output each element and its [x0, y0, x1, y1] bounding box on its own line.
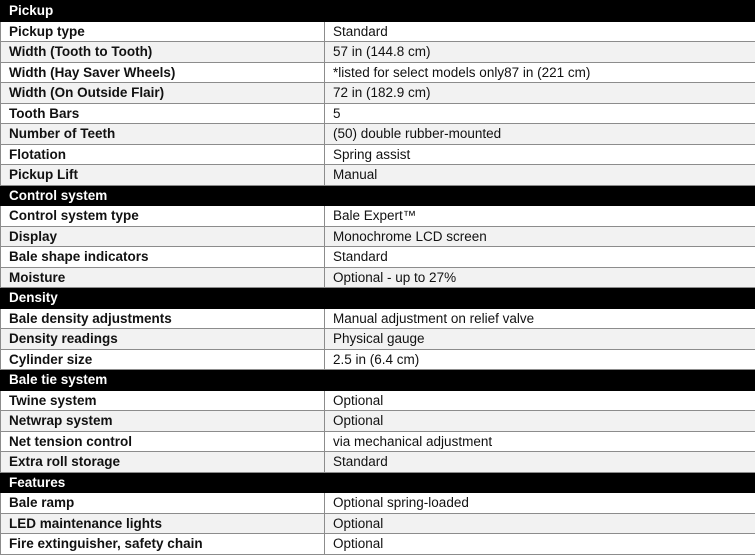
spec-label: Twine system [1, 390, 325, 411]
section-title: Bale tie system [1, 370, 325, 391]
section-header-blank-cell [325, 370, 755, 391]
spec-value: Physical gauge [325, 329, 755, 350]
spec-table-body [1, 1, 755, 555]
table-row [1, 83, 755, 104]
section-header-blank-cell [325, 185, 755, 206]
table-row [1, 534, 755, 555]
section-title: Features [1, 472, 325, 493]
section-header [1, 472, 755, 493]
table-row [1, 103, 755, 124]
spec-value: Spring assist [325, 144, 755, 165]
spec-value: Standard [325, 452, 755, 473]
spec-label: Bale density adjustments [1, 308, 325, 329]
spec-label: Bale shape indicators [1, 247, 325, 268]
spec-value: (50) double rubber-mounted [325, 124, 755, 145]
spec-value: 5 [325, 103, 755, 124]
spec-value: Optional [325, 390, 755, 411]
spec-value: Optional [325, 411, 755, 432]
table-row [1, 329, 755, 350]
table-row [1, 493, 755, 514]
spec-label: Net tension control [1, 431, 325, 452]
section-title: Density [1, 288, 325, 309]
table-row [1, 513, 755, 534]
spec-label: Number of Teeth [1, 124, 325, 145]
table-row [1, 452, 755, 473]
table-row [1, 431, 755, 452]
spec-label: Fire extinguisher, safety chain [1, 534, 325, 555]
section-header [1, 1, 755, 22]
spec-value: *listed for select models only87 in (221 cm) [325, 62, 755, 83]
spec-label: Pickup type [1, 21, 325, 42]
spec-label: Density readings [1, 329, 325, 350]
spec-label: Cylinder size [1, 349, 325, 370]
table-row [1, 247, 755, 268]
spec-value: 2.5 in (6.4 cm) [325, 349, 755, 370]
spec-value: Monochrome LCD screen [325, 226, 755, 247]
table-row [1, 390, 755, 411]
spec-value: Optional - up to 27% [325, 267, 755, 288]
spec-label: Tooth Bars [1, 103, 325, 124]
table-row [1, 267, 755, 288]
spec-value: Optional [325, 534, 755, 555]
table-row [1, 411, 755, 432]
spec-value: via mechanical adjustment [325, 431, 755, 452]
table-row [1, 21, 755, 42]
table-row [1, 42, 755, 63]
spec-value: Standard [325, 21, 755, 42]
spec-label: Width (Tooth to Tooth) [1, 42, 325, 63]
section-header [1, 288, 755, 309]
spec-label: LED maintenance lights [1, 513, 325, 534]
spec-value: 57 in (144.8 cm) [325, 42, 755, 63]
spec-label: Width (On Outside Flair) [1, 83, 325, 104]
spec-value: Optional [325, 513, 755, 534]
spec-value: Bale Expert™ [325, 206, 755, 227]
section-title: Control system [1, 185, 325, 206]
section-header-blank-cell [325, 1, 755, 22]
spec-label: Display [1, 226, 325, 247]
spec-label: Flotation [1, 144, 325, 165]
table-row [1, 62, 755, 83]
spec-label: Moisture [1, 267, 325, 288]
section-title: Pickup [1, 1, 325, 22]
section-header-blank-cell [325, 472, 755, 493]
table-row [1, 349, 755, 370]
table-row [1, 206, 755, 227]
section-header-blank-cell [325, 288, 755, 309]
spec-value: Manual adjustment on relief valve [325, 308, 755, 329]
table-row [1, 165, 755, 186]
spec-label: Extra roll storage [1, 452, 325, 473]
spec-label: Control system type [1, 206, 325, 227]
table-row [1, 144, 755, 165]
spec-value: Optional spring-loaded [325, 493, 755, 514]
table-row [1, 226, 755, 247]
spec-value: Standard [325, 247, 755, 268]
spec-label: Pickup Lift [1, 165, 325, 186]
spec-label: Bale ramp [1, 493, 325, 514]
spec-value: 72 in (182.9 cm) [325, 83, 755, 104]
section-header [1, 185, 755, 206]
spec-label: Width (Hay Saver Wheels) [1, 62, 325, 83]
table-row [1, 308, 755, 329]
spec-value: Manual [325, 165, 755, 186]
table-row [1, 124, 755, 145]
section-header [1, 370, 755, 391]
spec-label: Netwrap system [1, 411, 325, 432]
